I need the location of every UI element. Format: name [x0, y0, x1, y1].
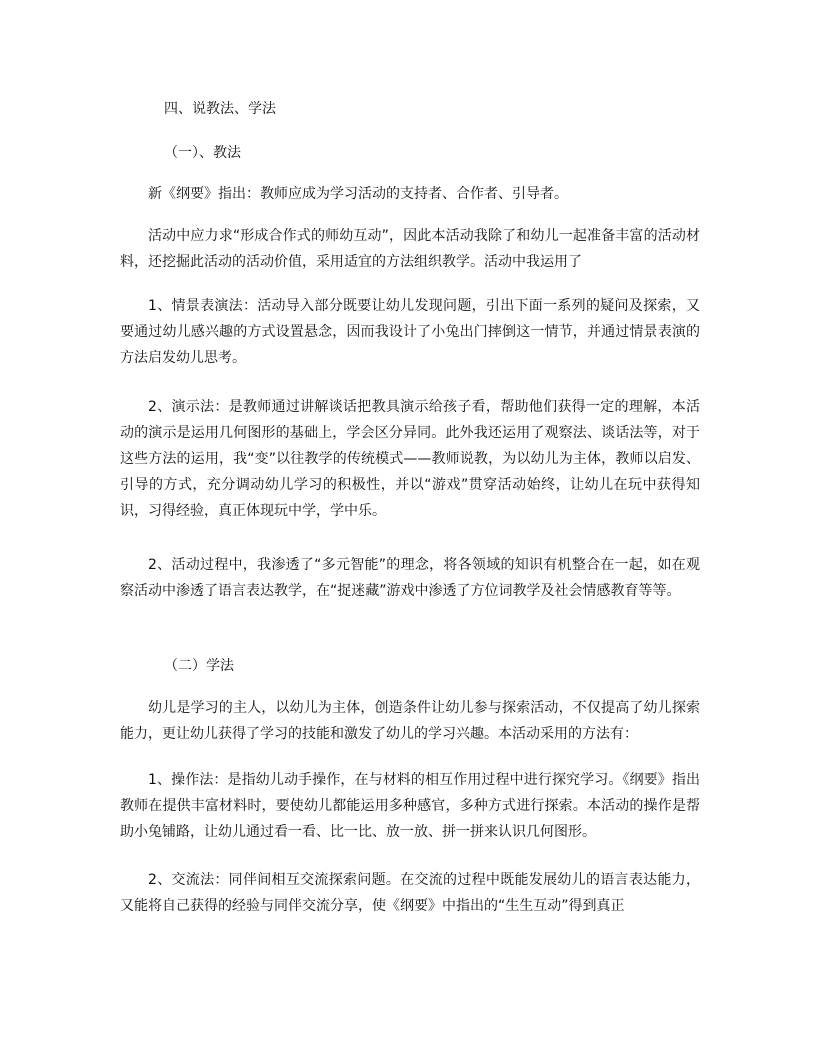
paragraph: 幼儿是学习的主人，以幼儿为主体，创造条件让幼儿参与探索活动，不仅提高了幼儿探索能力，更让幼儿获得了学习的技能和激发了幼儿的学习兴趣。本活动采用的方法有：	[120, 700, 700, 742]
section-heading: 四、说教法、学法	[164, 101, 276, 117]
paragraph: 2、演示法：是教师通过讲解谈话把教具演示给孩子看，帮助他们获得一定的理解，本活动的演示是运用几何图形的基础上，学会区分异同。此外我还运用了观察法、谈话法等，对于这些方法的运用，我“变”以往教学的传统模式——教师说教，为以幼儿为主体，教师以启发、引导的方式，充分调动幼儿学习的积极性，并以“游戏”贯穿活动始终，让幼儿在玩中获得知识，习得经验，真正体现玩中学，学中乐。	[120, 399, 700, 519]
paragraph: 新《纲要》指出：教师应成为学习活动的支持者、合作者、引导者。	[148, 186, 568, 202]
paragraph: 1、操作法：是指幼儿动手操作，在与材料的相互作用过程中进行探究学习。《纲要》指出教师在提供丰富材料时，要使幼儿都能运用多种感官，多种方式进行探索。本活动的操作是帮助小兔铺路，让幼儿通过看一看、比一比、放一放、拼一拼来认识几何图形。	[120, 772, 700, 840]
paragraph: 1、情景表演法：活动导入部分既要让幼儿发现问题，引出下面一系列的疑问及探索，又要通过幼儿感兴趣的方式设置悬念，因而我设计了小兔出门摔倒这一情节，并通过情景表演的方法启发幼儿思考。	[120, 298, 700, 366]
paragraph: 2、活动过程中，我渗透了“多元智能”的理念，将各领域的知识有机整合在一起，如在观察活动中渗透了语言表达教学，在“捉迷藏”游戏中渗透了方位词教学及社会情感教育等等。	[120, 557, 700, 599]
subsection-heading-learning-methods: （二）学法	[164, 658, 234, 674]
paragraph: 活动中应力求“形成合作式的师幼互动”，因此本活动我除了和幼儿一起准备丰富的活动材料，还挖掘此活动的活动价值，采用适宜的方法组织教学。活动中我运用了	[120, 228, 700, 270]
paragraph: 2、交流法：同伴间相互交流探索问题。在交流的过程中既能发展幼儿的语言表达能力，又能将自己获得的经验与同伴交流分享，使《纲要》中指出的“生生互动”得到真正	[120, 872, 700, 914]
subsection-heading-teaching-methods: （一）、教法	[164, 145, 241, 161]
